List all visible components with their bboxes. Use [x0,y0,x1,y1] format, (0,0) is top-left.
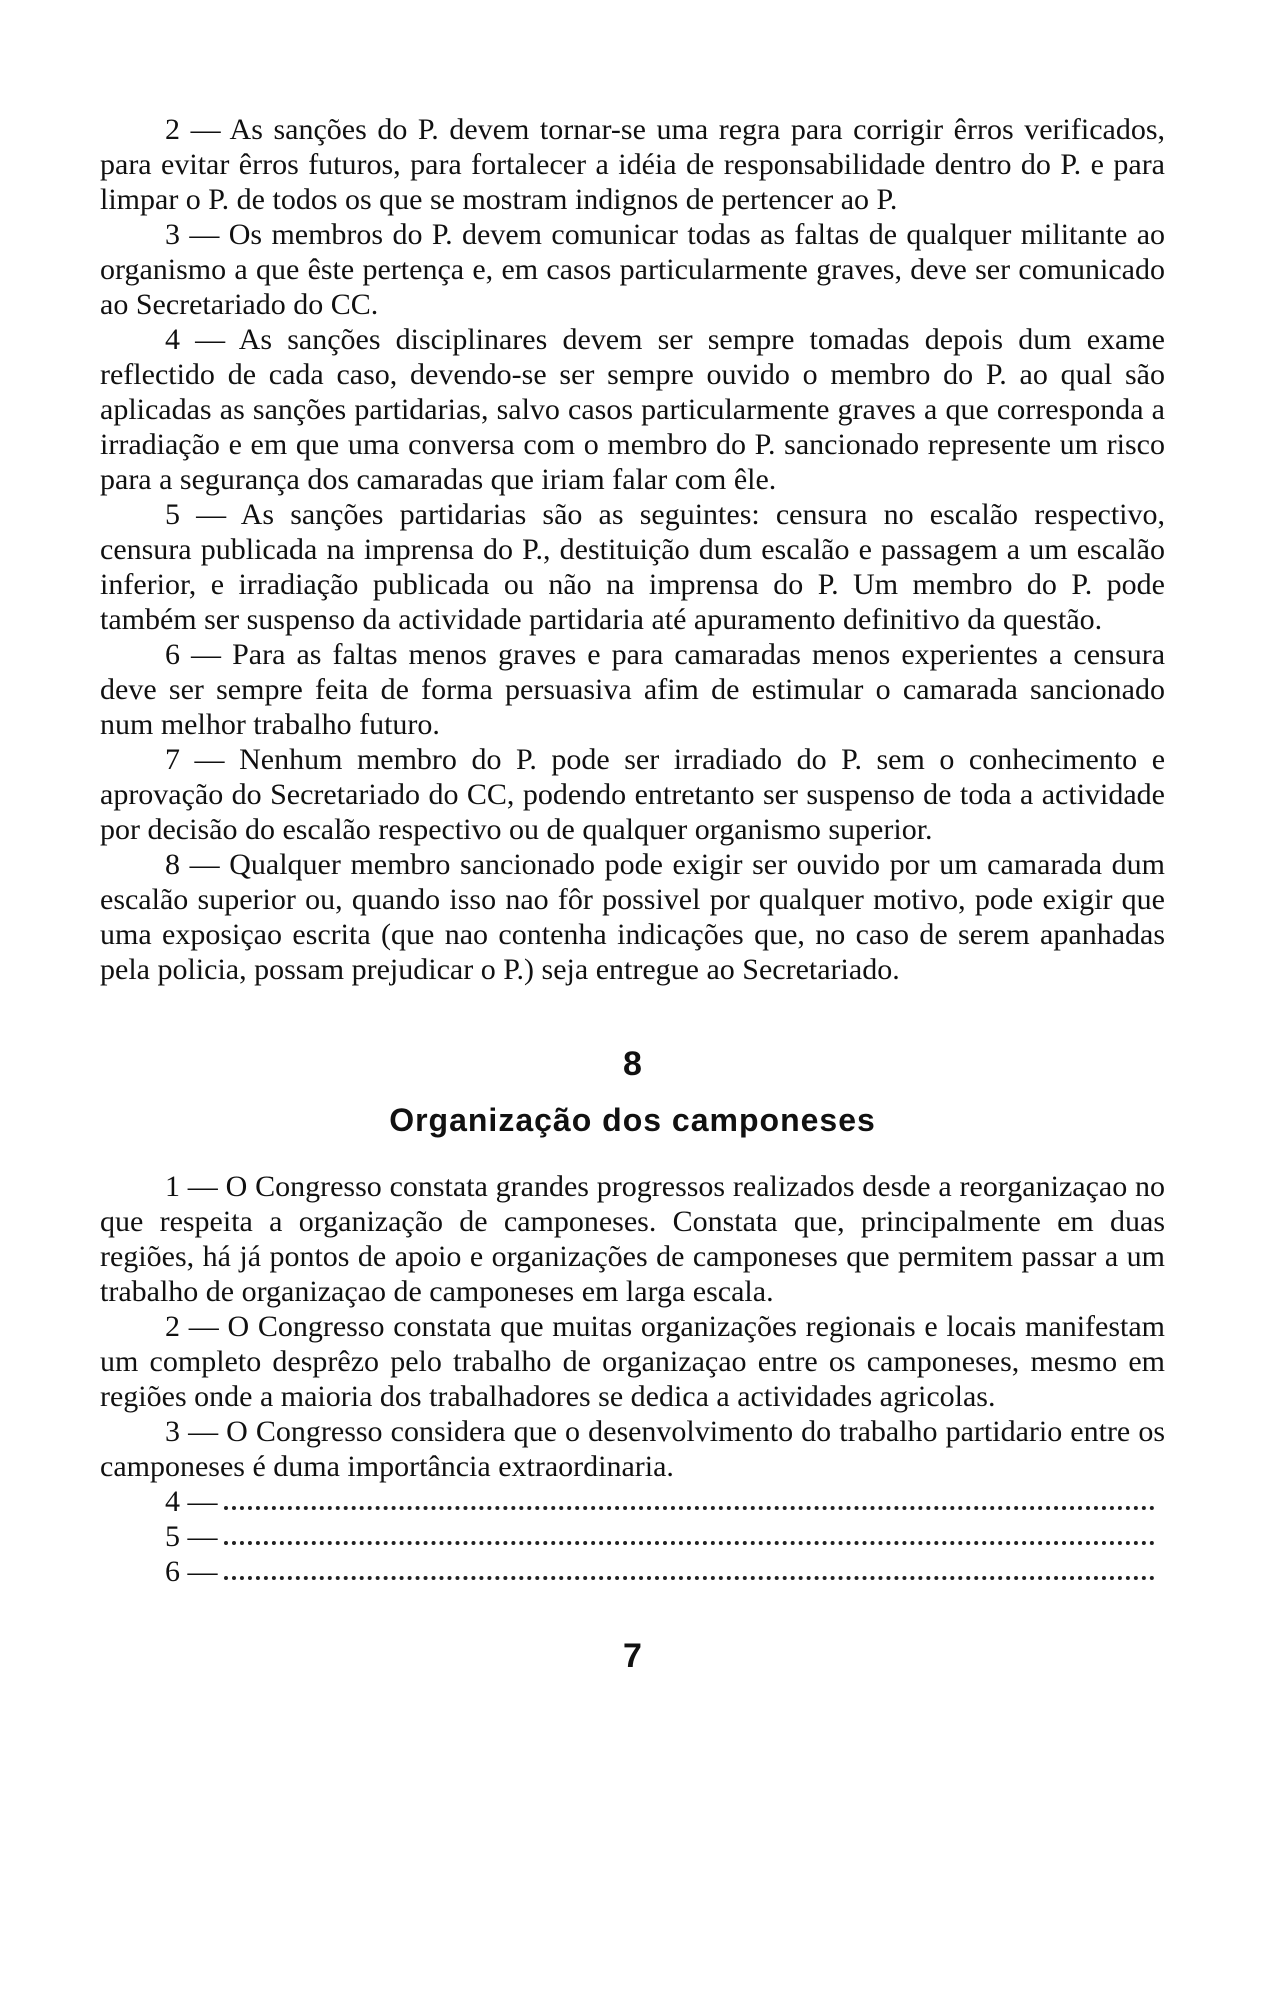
item-number: 6 — [165,638,222,671]
item-number: 1 — [165,1170,218,1203]
paragraph-7-8 [100,847,1165,987]
paragraph-7-3 [100,217,1165,322]
item-number: 6 — [165,1555,218,1588]
paragraph-8-1 [100,1169,1165,1309]
item-number: 7 — [165,743,225,776]
document-page [100,112,1165,1676]
item-text: O Congresso constata grandes progressos realizados desde a reorganizaçao no que respeita a organização de camponeses. Constata que, principalmente em duas regiões, há já pontos de apoio e organizações de camponeses que permitem passar a um trabalho de organizaçao de camponeses em larga escala. [100,1170,1166,1308]
dotted-leader [224,1519,1156,1545]
paragraph-7-7 [100,742,1165,847]
item-text: As sanções do P. devem tornar-se uma regra para corrigir êrros verificados, para evitar êrros futuros, para fortalecer a idéia de responsabilidade dentro do P. e para limpar o P. de todos os que se mostram indignos de pertencer ao P. [100,113,1165,216]
item-text: Qualquer membro sancionado pode exigir ser ouvido por um camarada dum escalão superior ou, quando isso nao fôr possivel por qualquer motivo, pode exigir que uma exposiçao escrita (que nao contenha indicações que, no caso de serem apanhadas pela policia, possam prejudicar o P.) seja entregue ao Secretariado. [100,848,1165,986]
section-title: Organização dos camponeses [389,1102,876,1138]
omitted-item-4 [100,1484,1165,1519]
paragraph-7-5 [100,497,1165,637]
paragraph-7-6 [100,637,1165,742]
page-number: 7 [623,1637,642,1675]
item-text: O Congresso considera que o desenvolvimento do trabalho partidario entre os camponeses é duma importância extraordinaria. [100,1415,1166,1483]
item-number: 8 — [165,848,220,881]
paragraph-7-2 [100,112,1165,217]
item-number: 3 — [165,1415,219,1448]
paragraph-8-3 [100,1414,1165,1484]
dotted-leader [224,1484,1156,1510]
item-number: 4 — [165,323,226,356]
item-number: 2 — [165,1310,219,1343]
item-number: 5 — [165,498,227,531]
dotted-leader [224,1554,1156,1580]
item-number: 2 — [165,113,221,146]
item-number: 4 — [165,1485,218,1518]
section-7-continuation [100,112,1165,987]
item-text: Para as faltas menos graves e para camaradas menos experientes a censura deve ser sempre feita de forma persuasiva afim de estimular o camarada sancionado num melhor trabalho futuro. [100,638,1166,741]
item-number: 3 — [165,218,220,251]
item-text: Os membros do P. devem comunicar todas as faltas de qualquer militante ao organismo a que êste pertença e, em casos particularmente graves, deve ser comunicado ao Secretariado do CC. [100,218,1166,321]
item-text: As sanções disciplinares devem ser sempre tomadas depois dum exame reflectido de cada caso, devendo-se ser sempre ouvido o membro do P. ao qual são aplicadas as sanções partidarias, salvo casos particularmente graves a que corresponda a irradiação e em que uma conversa com o membro do P. sancionado represente um risco para a segurança dos camaradas que iriam falar com êle. [100,323,1165,496]
section-8-body [100,1169,1165,1589]
paragraph-8-2 [100,1309,1165,1414]
item-text: Nenhum membro do P. pode ser irradiado do P. sem o conhecimento e aprovação do Secretariado do CC, podendo entretanto ser suspenso de toda a actividade por decisão do escalão respectivo ou de qualquer organismo superior. [100,743,1166,846]
item-text: O Congresso constata que muitas organizações regionais e locais manifestam um completo desprêzo pelo trabalho de organizaçao entre os camponeses, mesmo em regiões onde a maioria dos trabalhadores se dedica a actividades agricolas. [100,1310,1166,1413]
omitted-item-6 [100,1554,1165,1589]
item-text: As sanções partidarias são as seguintes: censura no escalão respectivo, censura publicada na imprensa do P., destituição dum escalão e passagem a um escalão inferior, e irradiação publicada ou não na imprensa do P. Um membro do P. pode também ser suspenso da actividade partidaria até apuramento definitivo da questão. [100,498,1166,636]
omitted-item-5 [100,1519,1165,1554]
paragraph-7-4 [100,322,1165,497]
section-number: 8 [623,1045,642,1083]
item-number: 5 — [165,1520,218,1553]
